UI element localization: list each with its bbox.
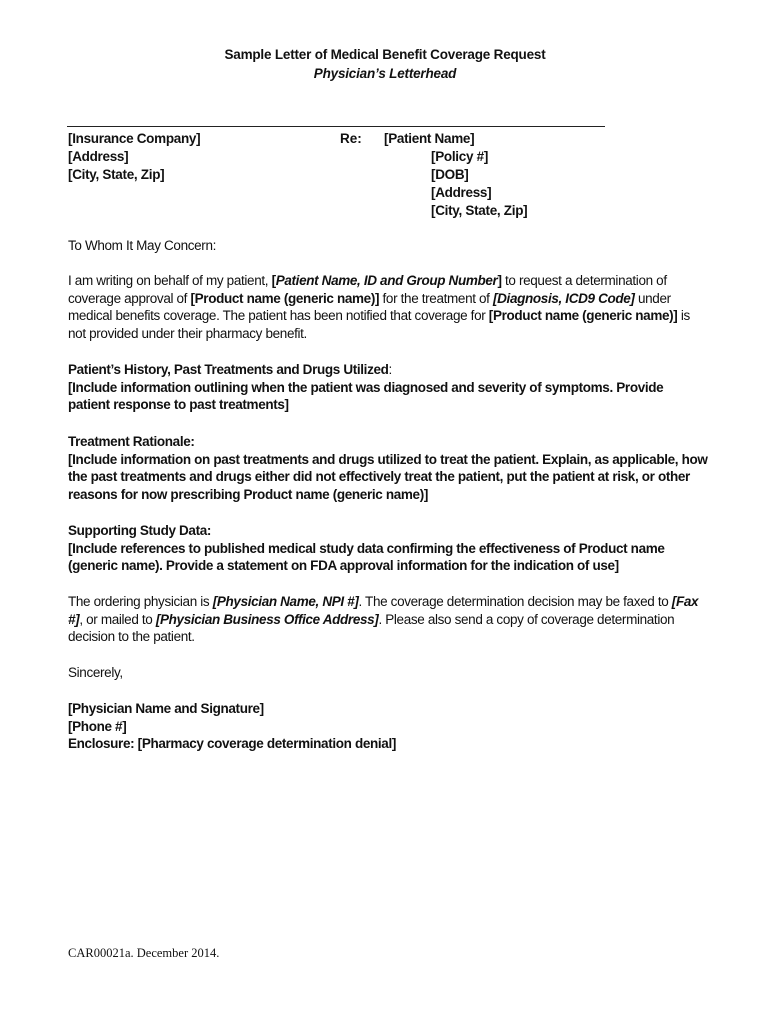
intro-paragraph bbox=[68, 272, 708, 342]
recipient-company: [Insurance Company] bbox=[68, 131, 201, 146]
re-label: Re: bbox=[340, 131, 362, 146]
intro-text-5: is not provided under their pharmacy benefit. bbox=[68, 308, 690, 341]
signature-phone: [Phone #] bbox=[68, 718, 127, 734]
history-section bbox=[68, 361, 708, 414]
ordering-fax-placeholder: [Fax #] bbox=[68, 594, 699, 627]
intro-bracket-open: [ bbox=[271, 273, 276, 288]
history-colon: : bbox=[388, 362, 392, 377]
letterhead-subtitle: Physician’s Letterhead bbox=[313, 66, 457, 81]
enclosure-line: Enclosure: [Pharmacy coverage determination denial] bbox=[68, 736, 397, 751]
document-footer: CAR00021a. December 2014. bbox=[68, 946, 220, 960]
rationale-body: [Include information on past treatments and drugs utilized to treat the patient. Explain, as applicable, how the past treatments and drugs either did not effectively treat the patient, put the patient at risk, or other reasons for now prescribing Product name (generic name)] bbox=[68, 451, 708, 502]
re-city-state-zip: [City, State, Zip] bbox=[431, 203, 528, 218]
history-heading: Patient’s History, Past Treatments and Drugs Utilized bbox=[68, 362, 389, 377]
intro-product-placeholder-2: [Product name (generic name)] bbox=[488, 308, 678, 323]
intro-diagnosis-placeholder: [Diagnosis, ICD9 Code] bbox=[493, 290, 635, 306]
re-patient-name: [Patient Name] bbox=[384, 131, 475, 146]
ordering-text-1: The ordering physician is bbox=[68, 594, 213, 609]
study-body: [Include references to published medical study data confirming the effectiveness of Product name (generic name). Provide a statement on FDA approval information for the indication of use] bbox=[68, 540, 665, 573]
history-body: [Include information outlining when the patient was diagnosed and severity of symptoms. Provide patient response to past treatments] bbox=[68, 379, 664, 412]
intro-text-2: to request a determination of coverage approval of bbox=[68, 273, 667, 306]
greeting: To Whom It May Concern: bbox=[68, 238, 216, 253]
letter-title: Sample Letter of Medical Benefit Coverage Request bbox=[224, 47, 546, 62]
ordering-paragraph bbox=[68, 593, 708, 646]
re-details-block bbox=[431, 148, 527, 220]
study-heading: Supporting Study Data: bbox=[68, 523, 212, 538]
intro-product-placeholder: [Product name (generic name)] bbox=[190, 290, 380, 306]
recipient-city-state-zip: [City, State, Zip] bbox=[68, 167, 165, 182]
intro-text-4: under medical benefits coverage. The patient has been notified that coverage for bbox=[68, 290, 671, 323]
intro-patient-placeholder: Patient Name, ID and Group Number bbox=[275, 273, 498, 288]
recipient-address: [Address] bbox=[68, 149, 129, 164]
ordering-text-2: . The coverage determination decision may be faxed to bbox=[358, 594, 672, 609]
ordering-address-placeholder: [Physician Business Office Address] bbox=[155, 611, 379, 627]
recipient-address-block bbox=[68, 130, 200, 184]
rationale-section bbox=[68, 433, 708, 503]
re-dob: [DOB] bbox=[431, 167, 469, 182]
closing: Sincerely, bbox=[68, 665, 123, 680]
re-policy: [Policy #] bbox=[431, 149, 489, 164]
rationale-heading: Treatment Rationale: bbox=[68, 434, 195, 449]
study-section bbox=[68, 522, 708, 575]
signature-block bbox=[68, 700, 708, 753]
intro-text-3: for the treatment of bbox=[379, 290, 493, 306]
intro-text-1: I am writing on behalf of my patient, bbox=[68, 273, 272, 288]
ordering-text-4: . Please also send a copy of coverage determination decision to the patient. bbox=[68, 611, 675, 644]
re-address: [Address] bbox=[431, 185, 492, 200]
intro-bracket-close: ] bbox=[497, 273, 502, 288]
header-divider bbox=[67, 126, 605, 127]
ordering-physician-placeholder: [Physician Name, NPI #] bbox=[212, 594, 359, 609]
ordering-text-3: , or mailed to bbox=[79, 611, 156, 627]
signature-name: [Physician Name and Signature] bbox=[68, 701, 264, 716]
